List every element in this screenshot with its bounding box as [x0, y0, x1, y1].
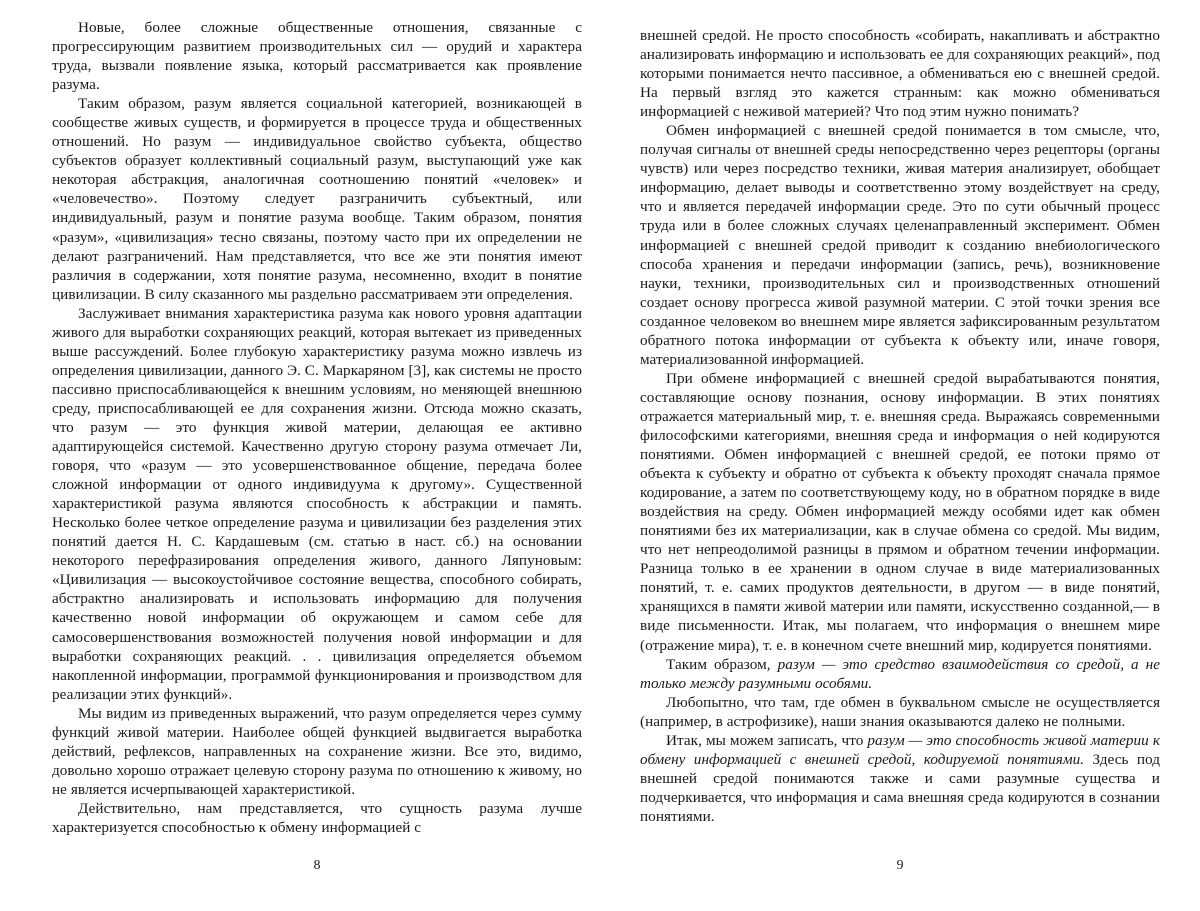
paragraph-with-emphasis	[640, 655, 1160, 693]
paragraph-text: Итак, мы можем записать, что	[666, 731, 868, 749]
paragraph: Действительно, нам представляется, что сущность разума лучше характеризуется способностью к обмену информацией с	[52, 799, 582, 836]
paragraph-text: Здесь под внешней средой понимаются также и сами разумные существа и подчеркивается, что информация и сама внешняя среда кодируются в сознании понятиями.	[640, 750, 1161, 825]
emphasized-definition: разум — это способность живой материи к обмену информацией с внешней средой, кодируемой понятиями.	[640, 731, 1160, 768]
paragraph: Любопытно, что там, где обмен в буквальном смысле не осуществляется (например, в астрофизике), наши знания оказываются далеко не полными.	[640, 693, 1160, 730]
page-number: 9	[896, 858, 904, 873]
right-page	[640, 0, 1160, 911]
page-number: 8	[313, 858, 321, 873]
paragraph: Мы видим из приведенных выражений, что разум определяется через сумму функций живой материи. Наиболее общей функцией выдвигается выработка действий, рефлексов, направленных на сохранение жизни. Все это, видимо, довольно хорошо отражает целевую сторону разума по отношению к живому, но не является исчерпывающей характеристикой.	[52, 704, 582, 798]
paragraph: При обмене информацией с внешней средой вырабатываются понятия, составляющие основу познания, основу информации. В этих понятиях отражается материальный мир, т. е. внешняя среда. Выражаясь современными философскими категориями, внешняя среда и информация о ней кодируются понятиями. Обмен информацией с внешней средой, ее потоки прямо от объекта к субъекту и обратно от субъекта к объекту проходят сначала прямое кодирование, а затем по соответствующему коду, но в обратном порядке в виде воздействия на среду. Обмен информацией между особями идет как обмен понятиями без их материализации, как в случае обмена со средой. Мы видим, что нет непреодолимой разницы в прямом и обратном течении информации. Разница только в ее хранении в одном случае в виде материализованных понятий, т. е. самих продуктов деятельности, в другом — в виде понятий, хранящихся в памяти живой материи или памяти, искусственно созданной,— в виде письменности. Итак, мы полагаем, что информация о внешнем мире (отражение мира), т. е. в конечном счете внешний мир, кодируется понятиями.	[640, 369, 1160, 654]
paragraph: Обмен информацией с внешней средой понимается в том смысле, что, получая сигналы от внешней среды непосредственно через рецепторы (органы чувств) или через посредство техники, живая материя анализирует, обобщает информацию, делает выводы и соответственно этому воздействует на среду, что и является передачей информации среде. Это по сути обычный процесс труда или в более сложных случаях целенаправленный эксперимент. Обмен информацией с внешней средой приводит к созданию внебиологического способа хранения и передачи информации (запись, речь), возникновение науки, техники, производительных сил и производственных отношений создает основу прогресса живой разумной материи. С этой точки зрения все созданное человеком во внешнем мире является зафиксированным результатом обратного потока информации от субъекта к объекту или, иначе говоря, материализованной информацией.	[640, 122, 1160, 368]
paragraph-with-emphasis	[640, 731, 1160, 826]
paragraph: Таким образом, разум является социальной категорией, возникающей в сообществе живых существ, и формируется в процессе труда и общественных отношений. Но разум — индивидуальное свойство субъекта, общество субъектов образует коллективный социальный разум, выступающий уже как некоторая абстракция, аналогичная соотношению понятий «человек» и «человечество». Поэтому следует разграничить субъектный, или индивидуальный, разум и понятие разума вообще. Таким образом, понятия «разум», «цивилизация» тесно связаны, поэтому часто при их определении не делают разграничений. Нам представляется, что все же эти понятия имеют различия в содержании, хотя понятие разума, несомненно, входит в понятие цивилизации. В силу сказанного мы раздельно рассматриваем эти определения.	[52, 95, 582, 303]
paragraph: Заслуживает внимания характеристика разума как нового уровня адаптации живого для выработки сохраняющих реакций, которая вытекает из приведенных выше рассуждений. Более глубокую характеристику разума можно извлечь из определения цивилизации, данного Э. С. Маркаряном [3], как системы не просто пассивно приспосабливающейся к внешним условиям, но меняющей внешнюю среду, приспосабливающей ее для сохранения жизни. Отсюда можно сказать, что разум — это функция живой материи, делающая ее активно адаптирующейся системой. Качественно другую сторону разума отмечает Ли, говоря, что «разум — это усовершенствованное общение, передача более сложной информации от одного индивидуума к другому». Существенной характеристикой разума являются способность к абстракции и память. Несколько более четкое определение разума и цивилизации без разделения этих понятий дается Н. С. Кардашевым (см. статью в наст. сб.) на основании некоторого перефразирования определения живого, данного Ляпуновым: «Цивилизация — высокоустойчивое состояние вещества, способного собирать, абстрактно анализировать и использовать информацию для получения качественно новой информации об окружающем и самом себе для самосовершенствования возможностей получения новой информации и для выработки сохраняющих реакций. . . цивилизация определяется объемом накопленной информации, программой функционирования и производством для реализации этих функций».	[52, 304, 582, 703]
paragraph: внешней средой. Не просто способность «собирать, накапливать и абстрактно анализировать информацию и использовать ее для сохраняющих реакций», под которыми понимается нечто пассивное, а обмениваться ею с внешней средой. На первый взгляд это кажется странным: как можно обмениваться информацией с неживой материей? Что под этим нужно понимать?	[640, 27, 1160, 121]
left-page-text	[52, 18, 582, 837]
paragraph-text: Таким образом,	[666, 655, 778, 673]
paragraph: Новые, более сложные общественные отношения, связанные с прогрессирующим развитием производительных сил — орудий и характера труда, вызвали появление языка, который рассматривается как проявление разума.	[52, 19, 582, 94]
left-page	[52, 0, 582, 911]
right-page-text	[640, 26, 1160, 826]
emphasized-definition: разум — это средство взаимодействия со средой, а не только между разумными особями.	[640, 655, 1160, 692]
